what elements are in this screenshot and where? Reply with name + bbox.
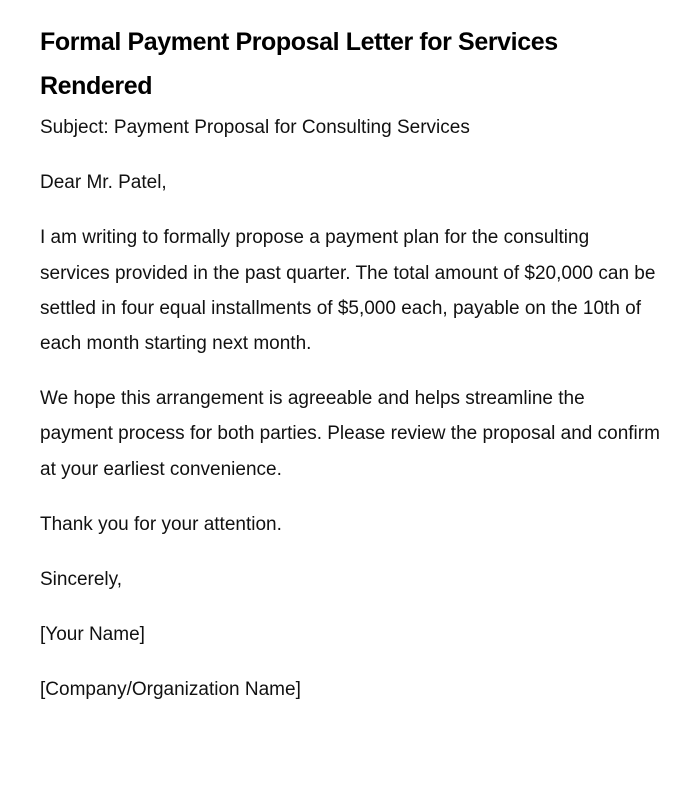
signature-name: [Your Name]: [40, 624, 145, 646]
signature-company: [Company/Organization Name]: [40, 679, 301, 701]
body-paragraph-2: We hope this arrangement is agreeable and helps streamline the payment process for both parties. Please review the proposal and confirm at your earliest convenience.: [40, 388, 660, 480]
closing: Sincerely,: [40, 569, 123, 591]
thanks-line: Thank you for your attention.: [40, 513, 282, 535]
subject-line: Subject: Payment Proposal for Consulting Services: [40, 117, 470, 138]
body-paragraph-1: I am writing to formally propose a payment plan for the consulting services provided in the past quarter. The total amount of $20,000 can be settled in four equal installments of $5,000 each, payable on the 10th of each month starting next month.: [40, 227, 656, 355]
salutation: Dear Mr. Patel,: [40, 172, 167, 194]
document-title: Formal Payment Proposal Letter for Services Rendered: [40, 28, 558, 100]
